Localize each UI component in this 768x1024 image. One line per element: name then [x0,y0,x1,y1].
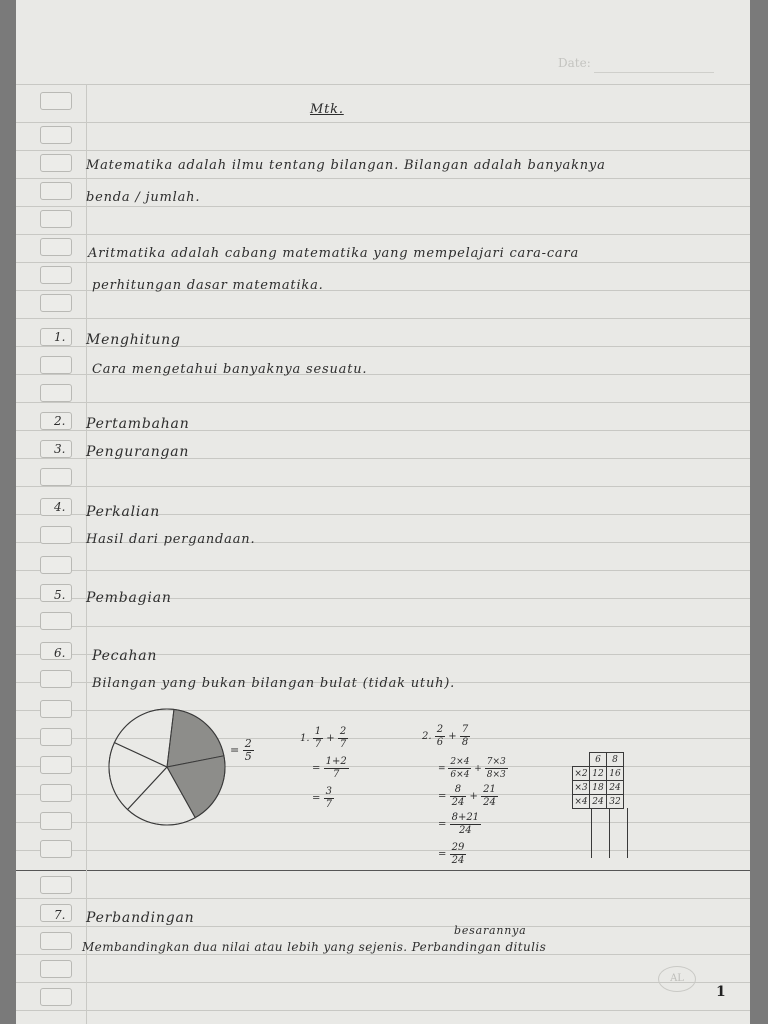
margin-box [40,526,72,544]
item-label-menghitung: Menghitung [86,332,181,348]
ruled-line [16,1010,750,1011]
margin-box [40,784,72,802]
ruled-line [16,570,750,571]
equals-sign: = [230,743,240,757]
plus-sign: + [448,731,457,742]
pie-slice-shaded [167,756,225,818]
margin-box [40,266,72,284]
ruled-line [16,954,750,955]
denominator: 7 [314,739,322,750]
numerator: 2 [339,726,347,737]
margin-box [40,932,72,950]
fraction [450,812,481,837]
fraction [450,842,467,867]
margin-box [40,812,72,830]
example-2-step-3 [438,812,481,837]
numerator: 8+21 [451,812,480,823]
table-cell: 6 [590,753,607,767]
table-cell: 32 [607,795,624,809]
fraction [313,726,323,751]
plus-sign: + [326,733,335,744]
denominator: 6 [436,737,444,748]
table-cell: 24 [590,795,607,809]
ruled-line [16,150,750,151]
fraction [460,724,470,749]
denominator: 7 [339,739,347,750]
item-label-pertambahan: Pertambahan [86,416,190,432]
multiples-table [572,752,624,809]
notebook-page [16,0,750,1024]
denominator: 24 [451,797,465,808]
numerator: 21 [483,784,496,795]
ruled-line [16,122,750,123]
fraction [435,724,445,749]
fraction [448,756,471,781]
item-desc-pecahan: Bilangan yang bukan bilangan bulat (tidak utuh). [92,676,456,691]
denominator: 8×3 [486,770,506,780]
item-number: 6. [54,646,66,660]
numerator: 7×3 [486,757,506,767]
example-1 [300,726,348,751]
numerator: 2 [436,724,444,735]
table-row [573,781,624,795]
fraction [243,738,254,763]
margin-box [40,294,72,312]
item-label-pecahan: Pecahan [92,648,158,664]
page-title: Mtk. [310,102,344,117]
margin-box [40,182,72,200]
ruled-line [16,84,750,85]
example-1-result [312,786,334,811]
table-cell: ×3 [574,782,588,793]
example-2-step-1 [438,756,508,781]
ruled-line [16,850,750,851]
fraction [338,726,348,751]
table-cell: 12 [590,767,607,781]
margin-box [40,356,72,374]
margin-box [40,700,72,718]
fraction [324,756,349,781]
fraction [481,784,498,809]
date-line [594,72,714,73]
numerator: 2 [244,737,252,750]
item-number: 5. [54,588,66,602]
numerator: 29 [451,842,465,853]
margin-box [40,840,72,858]
numerator: 7 [461,724,469,735]
margin-box [40,92,72,110]
intro-line-2: benda / jumlah. [86,190,201,205]
equals-sign: = [438,849,447,860]
margin-box [40,728,72,746]
table-cell: 24 [607,781,624,795]
denominator: 24 [458,825,472,836]
item-desc-menghitung: Cara mengetahui banyaknya sesuatu. [92,362,368,377]
example-2-result [438,842,466,867]
table-cell: 16 [607,767,624,781]
numerator: 8 [450,784,467,797]
margin-line [86,84,87,1024]
equals-sign: = [438,819,447,830]
ruled-line [16,178,750,179]
margin-box [40,210,72,228]
ruled-line [16,234,750,235]
numerator: 1+2 [325,756,347,767]
table-column-line [591,808,592,858]
item-desc-perkalian: Hasil dari pergandaan. [86,532,256,547]
example-number: 1. [300,733,310,744]
margin-box [40,670,72,688]
denominator: 24 [451,855,465,866]
margin-box [40,154,72,172]
numerator: 2×4 [450,757,470,767]
item-label-pembagian: Pembagian [86,590,172,606]
table-cell [573,753,590,767]
ruled-line [16,206,750,207]
equals-sign: = [312,793,321,804]
pie-fraction [230,738,254,763]
numerator: 3 [325,786,332,797]
item-note-perbandingan: besarannya [454,924,527,937]
table-cell: 8 [607,753,624,767]
table-column-line [627,808,628,858]
table-cell: ×2 [574,768,588,779]
margin-box [40,126,72,144]
item-number: 7. [54,908,66,922]
ruled-line [16,402,750,403]
date-label: Date: [558,56,591,70]
denominator: 6×4 [450,770,470,780]
denominator: 7 [332,769,340,780]
equals-sign: = [438,791,447,802]
ruled-line [16,486,750,487]
intro-line-4: perhitungan dasar matematika. [92,278,324,293]
table-row [573,767,624,781]
fraction [450,784,467,809]
ruled-line [16,982,750,983]
item-number: 1. [54,330,66,344]
ruled-line [16,926,750,927]
denominator: 8 [461,737,469,748]
example-number: 2. [422,731,432,742]
margin-box [40,988,72,1006]
margin-box [40,238,72,256]
table-column-line [609,808,610,858]
denominator: 5 [244,750,252,763]
margin-box [40,612,72,630]
fraction [324,786,334,811]
table-row [573,795,624,809]
item-label-perbandingan: Perbandingan [86,910,195,926]
ruled-line [16,626,750,627]
margin-box [40,556,72,574]
item-label-perkalian: Perkalian [86,504,161,520]
equals-sign: = [438,764,446,774]
denominator: 7 [325,799,332,810]
ruled-line [16,262,750,263]
item-desc-perbandingan: Membandingkan dua nilai atau lebih yang sejenis. Perbandingan ditulis [82,940,547,954]
margin-box [40,960,72,978]
margin-box [40,468,72,486]
denominator: 24 [483,797,496,808]
table-cell: 18 [590,781,607,795]
ruled-line [16,870,750,871]
table-cell: ×4 [574,796,588,807]
pie-slice [109,743,167,810]
item-number: 4. [54,500,66,514]
plus-sign: + [474,764,482,774]
margin-box [40,876,72,894]
page-number: 1 [716,984,726,1000]
item-number: 2. [54,414,66,428]
pie-slice [114,709,174,767]
example-2 [422,724,470,749]
ruled-line [16,318,750,319]
brand-stamp: AL [658,966,696,992]
intro-line-1: Matematika adalah ilmu tentang bilangan. Bilangan adalah banyaknya [86,158,606,173]
table-row [573,753,624,767]
margin-box [40,384,72,402]
plus-sign: + [469,791,478,802]
equals-sign: = [312,763,321,774]
item-number: 3. [54,442,66,456]
pie-diagram [104,704,230,830]
item-label-pengurangan: Pengurangan [86,444,190,460]
example-2-step-2 [438,784,498,809]
ruled-line [16,898,750,899]
numerator: 1 [314,726,322,737]
intro-line-3: Aritmatika adalah cabang matematika yang mempelajari cara-cara [88,246,580,261]
fraction [485,756,508,781]
margin-box [40,756,72,774]
example-1-step [312,756,349,781]
